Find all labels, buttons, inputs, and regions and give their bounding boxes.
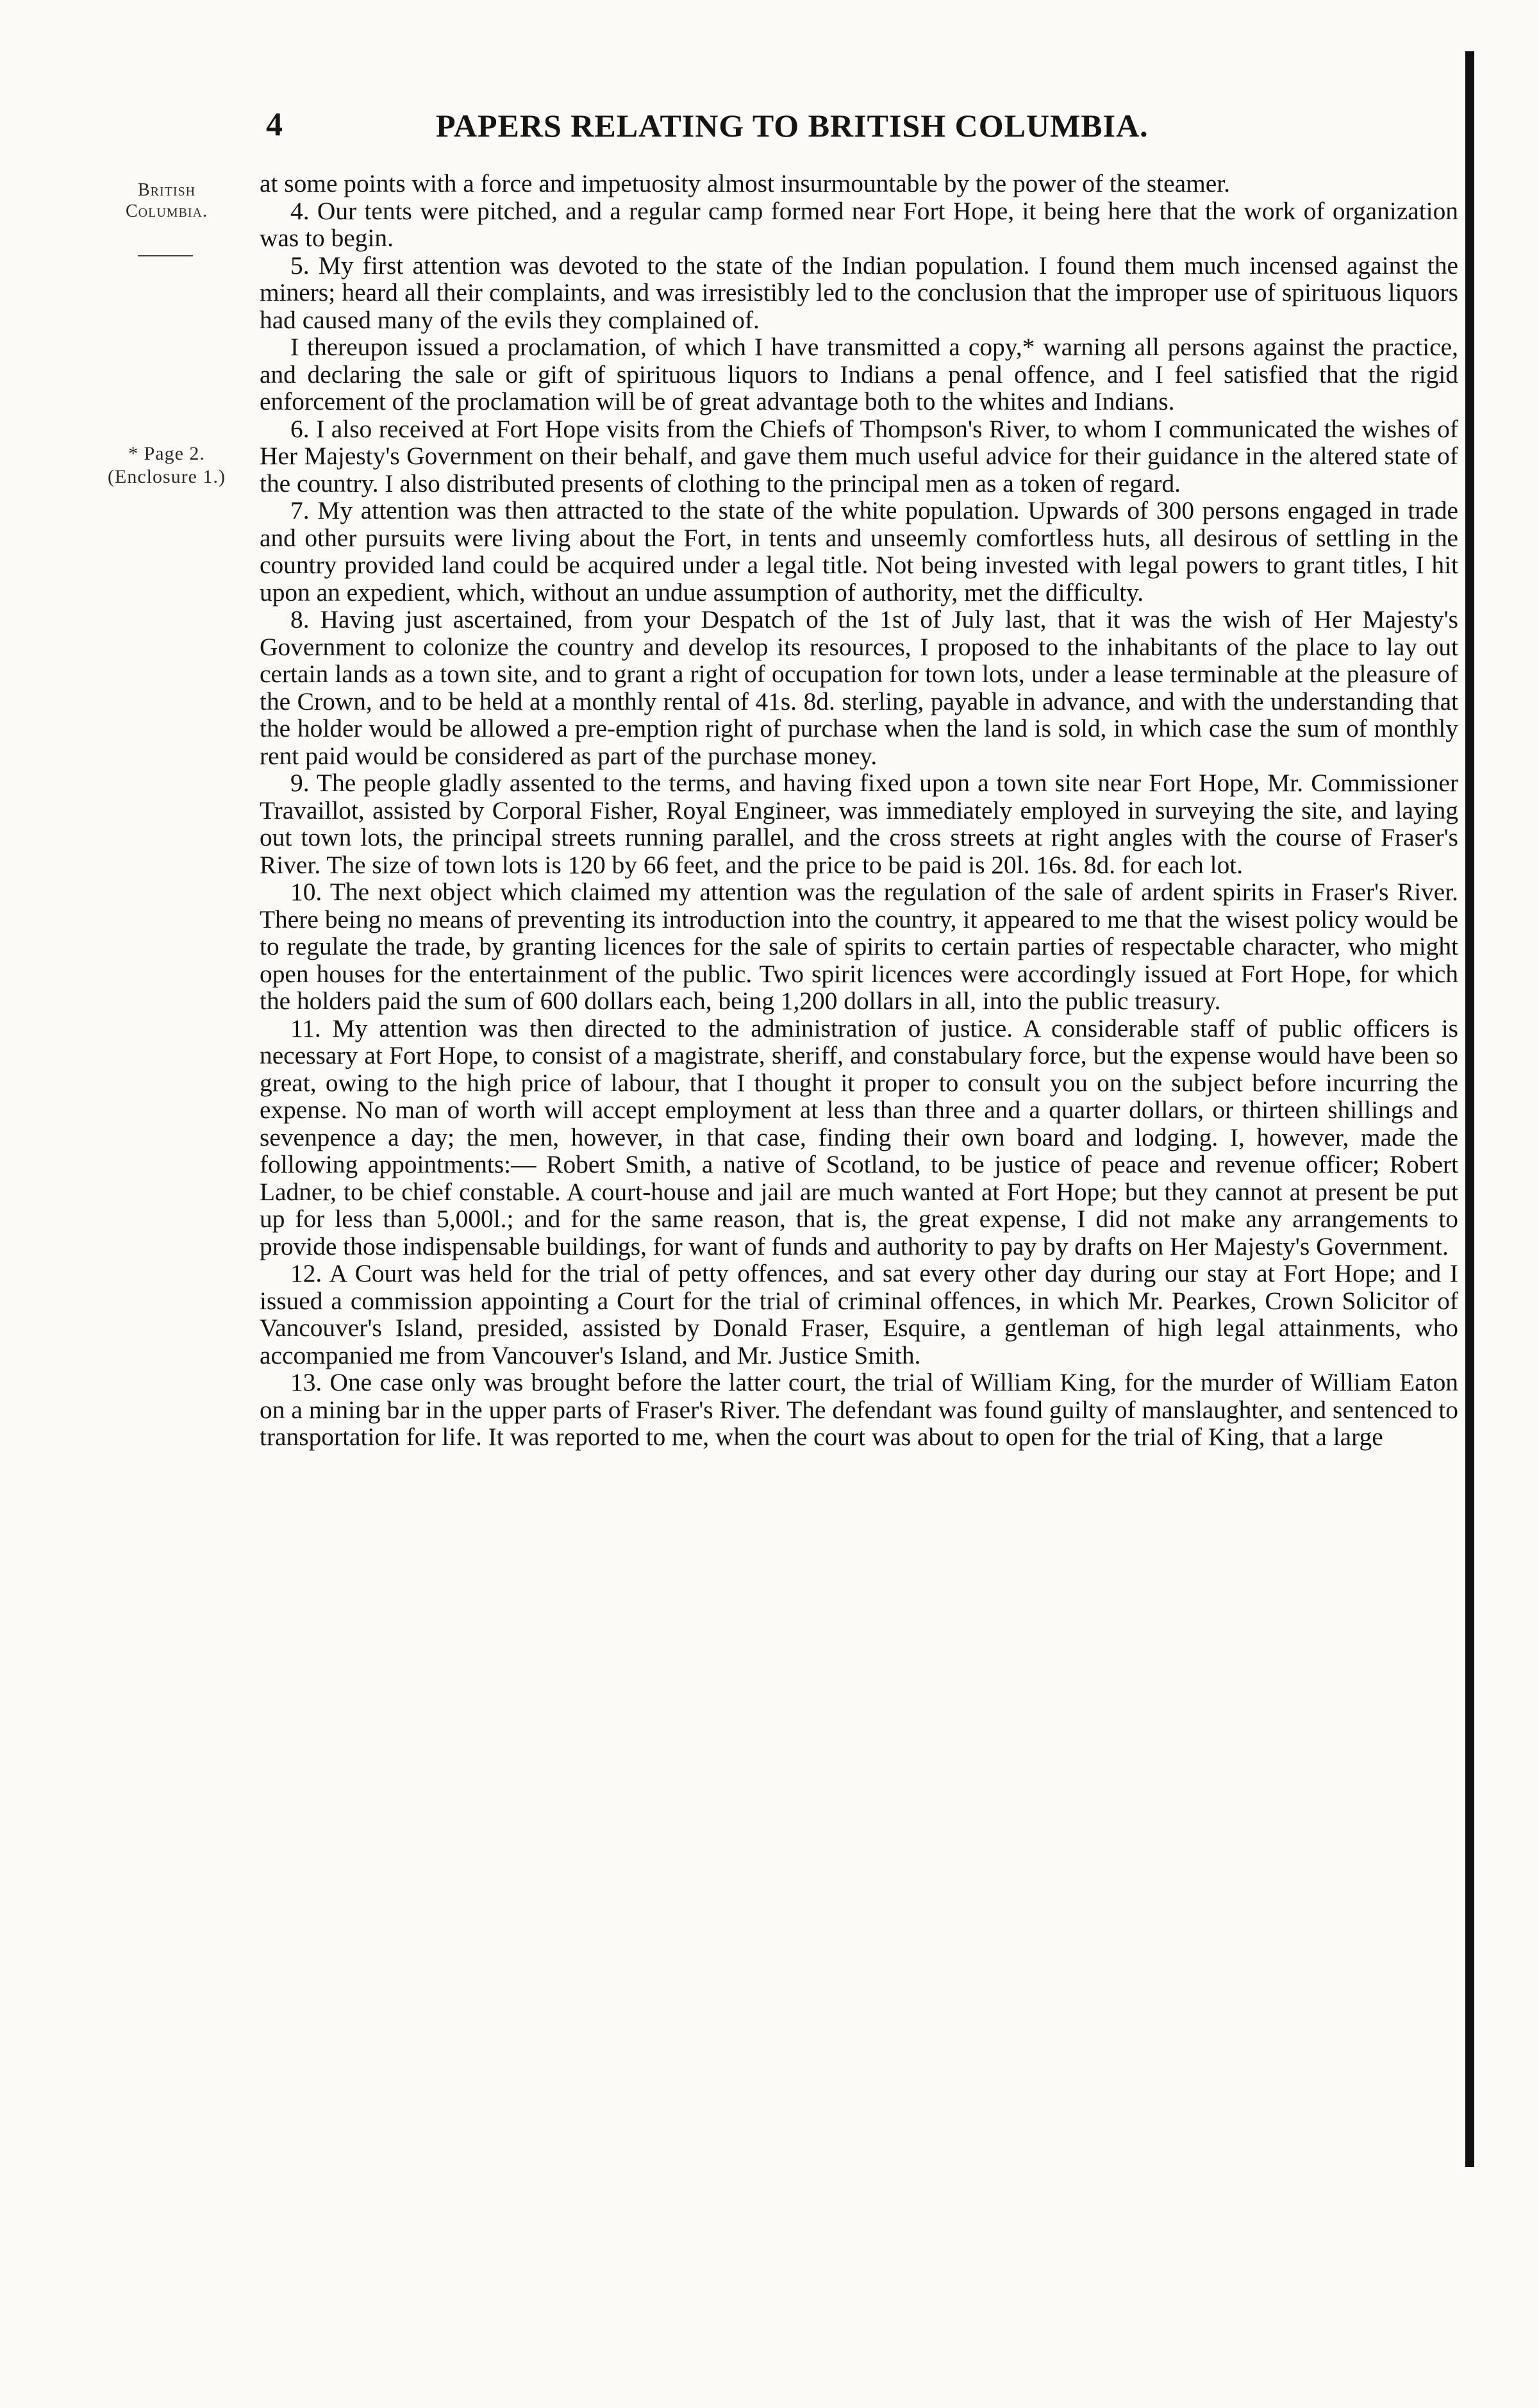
margin-divider (138, 255, 193, 256)
margin-ref-line-2: (Enclosure 1.) (108, 466, 226, 487)
paragraph-8: 8. Having just ascertained, from your Despatch of the 1st of July last, that it was the wish of Her Majesty's Government to colonize the country and develop its resources, I proposed to the inhabitants of the place to lay out certain lands as a town site, and to grant a right of occupation for town lots, under a lease terminable at the pleasure of the Crown, and to be held at a monthly rental of 41s. 8d. sterling, payable in advance, and with the understanding that the holder would be allowed a pre-emption right of purchase when the land is sold, in which case the sum of monthly rent paid would be considered as part of the purchase money. (260, 605, 1458, 770)
paragraph-10: 10. The next object which claimed my attention was the regulation of the sale of ardent spirits in Fraser's River. There being no means of preventing its introduction into the country, it appeared to me that the wisest policy would be to regulate the trade, by granting licences for the sale of spirits to certain parties of respectable character, who might open houses for the entertainment of the public. Two spirit licences were accordingly issued at Fort Hope, for which the holders paid the sum of 600 dollars each, being 1,200 dollars in all, into the public treasury. (260, 878, 1458, 1015)
margin-section-label (90, 180, 244, 222)
paragraph-continuation: at some points with a force and impetuosity almost insurmountable by the power of the steamer. (260, 169, 1231, 197)
paragraph-5-proclamation: I thereupon issued a proclamation, of which I have transmitted a copy,* warning all persons against the practice, and declaring the sale or gift of spirituous liquors to Indians a penal offence, and I feel satisfied that the rigid enforcement of the proclamation will be of great advantage both to the whites and Indians. (260, 333, 1458, 415)
paragraph-11: 11. My attention was then directed to the administration of justice. A considerable staff of public officers is necessary at Fort Hope, to consist of a magistrate, sheriff, and constabulary force, but the expense would have been so great, owing to the high price of labour, that I thought it proper to consult you on the subject before incurring the expense. No man of worth will accept employment at less than three and a quarter dollars, or thirteen shillings and sevenpence a day; the men, however, in that case, finding their own board and lodging. I, however, made the following appointments:— Robert Smith, a native of Scotland, to be justice of peace and revenue officer; Robert Ladner, to be chief constable. A court-house and jail are much wanted at Fort Hope; but they cannot at present be put up for less than 5,000l.; and for the same reason, that is, the great expense, I did not make any arrangements to provide those indispensable buildings, for want of funds and authority to pay by drafts on Her Majesty's Government. (260, 1014, 1458, 1260)
margin-ref-line-1: * Page 2. (128, 443, 205, 464)
paragraph-13: 13. One case only was brought before the latter court, the trial of William King, for the murder of William Eaton on a mining bar in the upper parts of Fraser's River. The defendant was found guilty of manslaughter, and sentenced to transportation for life. It was reported to me, when the court was about to open for the trial of King, that a large (260, 1368, 1458, 1451)
paragraph-5: 5. My first attention was devoted to the state of the Indian population. I found them much incensed against the miners; heard all their complaints, and was irresistibly led to the conclusion that the improper use of spirituous liquors had caused many of the evils they complained of. (260, 251, 1458, 334)
margin-label-line-1: British (137, 180, 196, 200)
paragraph-12: 12. A Court was held for the trial of petty offences, and sat every other day during our stay at Fort Hope; and I issued a commission appointing a Court for the trial of criminal offences, in which Mr. Pearkes, Crown Solicitor of Vancouver's Island, presided, assisted by Donald Fraser, Esquire, a gentleman of high legal attainments, who accompanied me from Vancouver's Island, and Mr. Justice Smith. (260, 1259, 1458, 1369)
running-title: PAPERS RELATING TO BRITISH COLUMBIA. (436, 108, 1149, 144)
paragraph-4: 4. Our tents were pitched, and a regular camp formed near Fort Hope, it being here that the work of organization was to begin. (260, 196, 1458, 252)
page-header (256, 106, 1461, 151)
page-edge-shadow (1465, 51, 1474, 2167)
paragraph-7: 7. My attention was then attracted to the state of the white population. Upwards of 300 persons engaged in trade and other pursuits were living about the Fort, in tents and unseemly comfortless huts, all desirous of settling in the country provided land could be acquired under a legal title. Not being invested with legal powers to grant titles, I hit upon an expedient, which, without an undue assumption of authority, met the difficulty. (260, 496, 1458, 606)
page-number: 4 (266, 106, 283, 143)
margin-label-line-2: Columbia. (125, 201, 208, 221)
margin-reference-note (90, 442, 244, 489)
paragraph-9: 9. The people gladly assented to the terms, and having fixed upon a town site near Fort Hope, Mr. Commissioner Travaillot, assisted by Corporal Fisher, Royal Engineer, was immediately employed in surveying the site, and laying out town lots, the principal streets running parallel, and the cross streets at right angles with the course of Fraser's River. The size of town lots is 120 by 66 feet, and the price to be paid is 20l. 16s. 8d. for each lot. (260, 769, 1458, 879)
paragraph-6: 6. I also received at Fort Hope visits from the Chiefs of Thompson's River, to whom I communicated the wishes of Her Majesty's Government on their behalf, and gave them much useful advice for their guidance in the altered state of the country. I also distributed presents of clothing to the principal men as a token of regard. (260, 414, 1458, 497)
body-text (260, 170, 1458, 1451)
